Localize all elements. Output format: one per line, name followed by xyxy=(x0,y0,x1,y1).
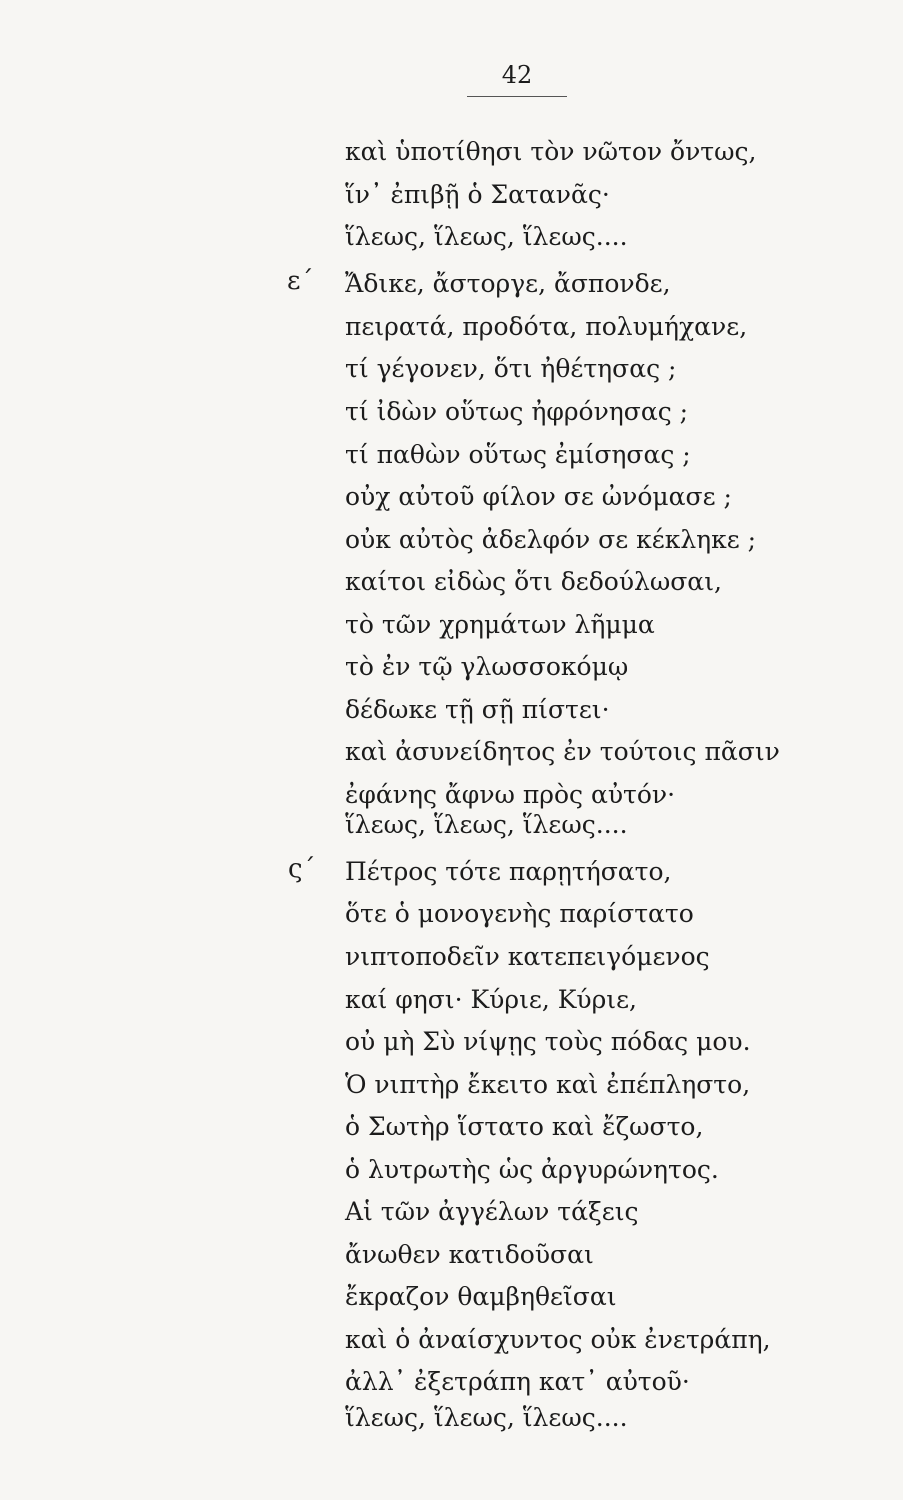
verse-line: ἀλλ᾽ ἐξετράπη κατ᾽ αὐτοῦ· xyxy=(345,1367,690,1396)
verse-line: καὶ ὑποτίθησι τὸν νῶτον ὄντως, xyxy=(345,137,757,166)
verse-line: ἵλεως, ἵλεως, ἵλεως.... xyxy=(345,222,628,251)
verse-line: οὐ μὴ Σὺ νίψῃς τοὺς πόδας μου. xyxy=(345,1027,751,1056)
verse-line: ὁ Σωτὴρ ἵστατο καὶ ἔζωστο, xyxy=(345,1112,704,1141)
verse-line: τί γέγονεν, ὅτι ἠθέτησας ; xyxy=(345,354,677,383)
verse-line: νιπτοποδεῖν κατεπειγόμενος xyxy=(345,942,710,971)
verse-line: ἄνωθεν κατιδοῦσαι xyxy=(345,1240,594,1269)
verse-line: τί παθὼν οὕτως ἐμίσησας ; xyxy=(345,440,691,469)
verse-line: καὶ ἀσυνείδητος ἐν τούτοις πᾶσιν xyxy=(345,737,780,766)
verse-line: τὸ ἐν τῷ γλωσσοκόμῳ xyxy=(345,652,629,681)
verse-line: Αἱ τῶν ἀγγέλων τάξεις xyxy=(345,1197,639,1226)
verse-line: οὐκ αὐτὸς ἀδελφόν σε κέκληκε ; xyxy=(345,525,757,554)
verse-line: ἵν᾽ ἐπιβῇ ὁ Σατανᾶς· xyxy=(345,180,610,209)
verse-line: ἵλεως, ἵλεως, ἵλεως.... xyxy=(345,1403,628,1432)
verse-line: δέδωκε τῇ σῇ πίστει· xyxy=(345,695,610,724)
header-rule xyxy=(467,96,567,97)
verse-line: καὶ ὁ ἀναίσχυντος οὐκ ἐνετράπη, xyxy=(345,1325,771,1354)
verse-line: πειρατά, προδότα, πολυμήχανε, xyxy=(345,312,748,341)
verse-line: Ὁ νιπτὴρ ἔκειτο καὶ ἐπέπληστο, xyxy=(345,1070,751,1099)
verse-line: τὸ τῶν χρημάτων λῆμμα xyxy=(345,610,655,639)
verse-line: καί φησι· Κύριε, Κύριε, xyxy=(345,985,637,1014)
verse-line: Ἄδικε, ἄστοργε, ἄσπονδε, xyxy=(345,269,671,298)
stanza-marker-st: ς΄ xyxy=(288,854,316,884)
verse-line: οὐχ αὐτοῦ φίλον σε ὠνόμασε ; xyxy=(345,482,732,511)
verse-line: ἵλεως, ἵλεως, ἵλεως.... xyxy=(345,810,628,839)
stanza-marker-e: ε΄ xyxy=(287,266,314,296)
verse-line: ὅτε ὁ μονογενὴς παρίστατο xyxy=(345,899,694,928)
verse-line: ὁ λυτρωτὴς ὡς ἀργυρώνητος. xyxy=(345,1155,719,1184)
verse-line: καίτοι εἰδὼς ὅτι δεδούλωσαι, xyxy=(345,567,722,596)
verse-line: ἔκραζον θαμβηθεῖσαι xyxy=(345,1282,617,1311)
verse-line: τί ἰδὼν οὕτως ἠφρόνησας ; xyxy=(345,397,689,426)
verse-line: Πέτρος τότε παρῃτήσατο, xyxy=(345,857,672,886)
verse-line: ἐφάνης ἄφνω πρὸς αὐτόν· xyxy=(345,780,676,809)
page-number: 42 xyxy=(501,61,533,89)
